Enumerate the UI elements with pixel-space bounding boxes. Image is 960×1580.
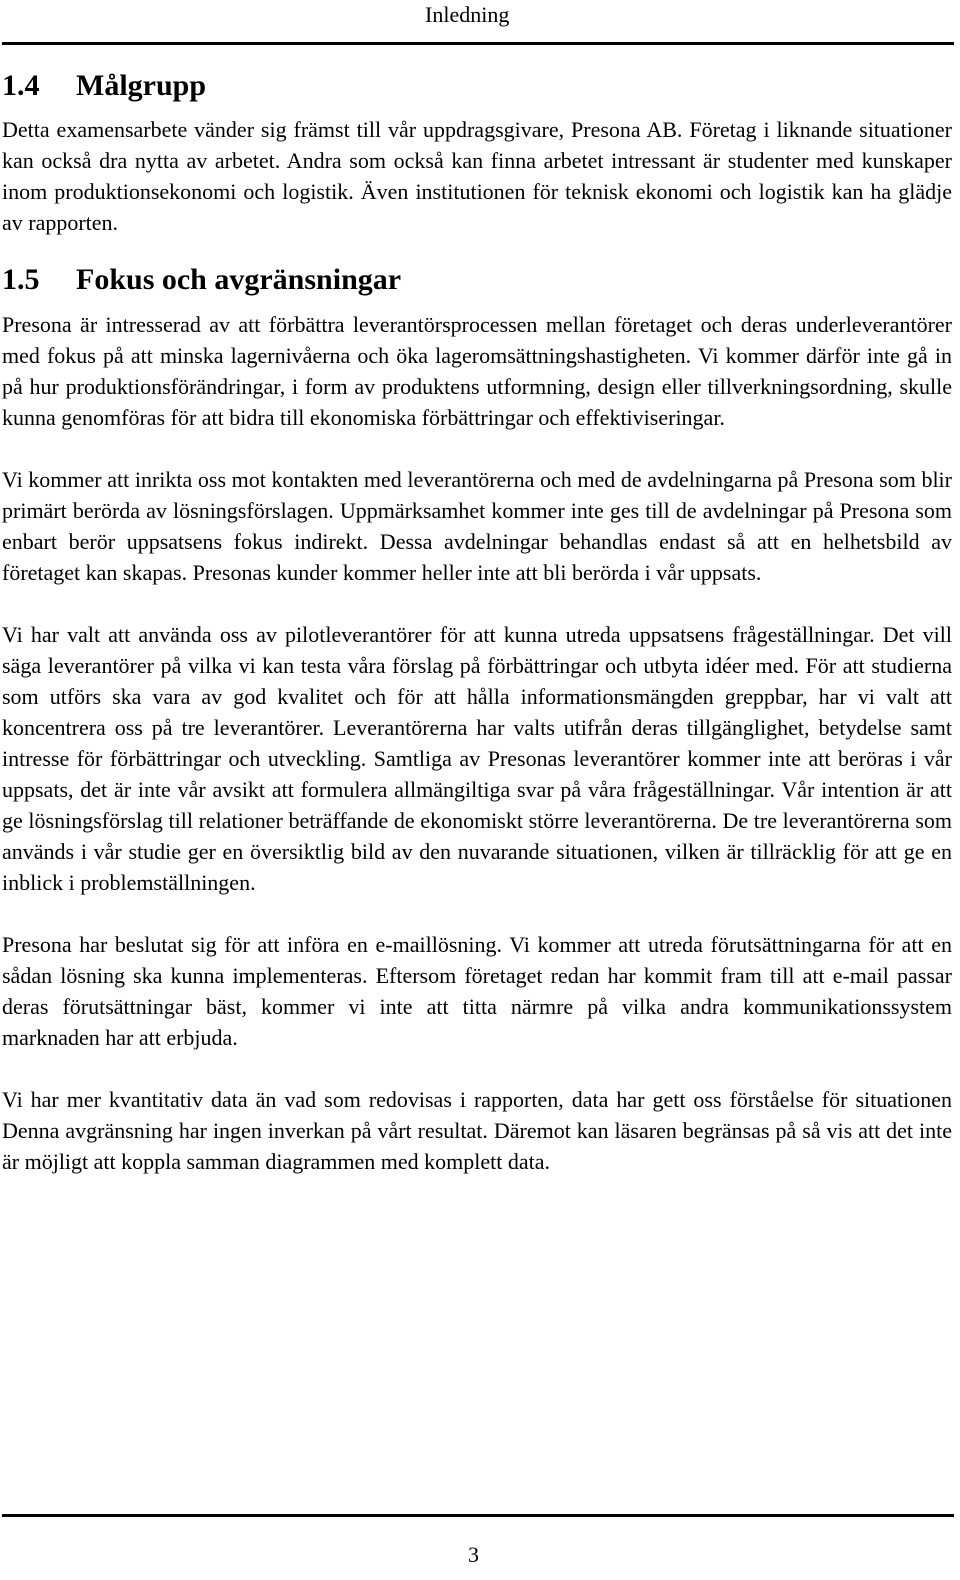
- running-header: Inledning: [425, 2, 510, 27]
- page-number: 3: [468, 1542, 479, 1567]
- page-body: [2, 64, 952, 1177]
- paragraph-focus: Presona är intresserad av att förbättra leverantörsprocessen mellan företaget och deras underleverantörer med fokus på att minska lagernivåerna och öka lageromsättningshastigheten. Vi kommer därför inte gå in på hur produktionsförändringar, i form av produktens utformning, design eller tillverkningsordning, skulle kunna genomföras för att bidra till ekonomiska förbättringar och effektiviseringar.: [2, 312, 952, 430]
- section-number: 1.5: [2, 263, 40, 296]
- footer-rule: [2, 1514, 954, 1517]
- section-number: 1.4: [2, 69, 40, 102]
- paragraph-suppliers-contact: Vi kommer att inrikta oss mot kontakten med leverantörerna och med de avdelningarna på Presona som blir primärt berörda av lösningsförslagen. Uppmärksamhet kommer inte ges till de avdelningar på Presona som enbart berör uppsatsens fokus indirekt. Dessa avdelningar behandlas endast så att en helhetsbild av företaget kan skapas. Presonas kunder kommer heller inte att bli berörda i vår uppsats.: [2, 467, 952, 585]
- paragraph-target-audience: Detta examensarbete vänder sig främst till vår uppdragsgivare, Presona AB. Företag i liknande situationer kan också dra nytta av arbetet. Andra som också kan finna arbetet intressant är studenter med kunskaper inom produktionsekonomi och logistik. Även institutionen för teknisk ekonomi och logistik kan ha glädje av rapporten.: [2, 117, 952, 235]
- section-title: Målgrupp: [76, 69, 207, 102]
- paragraph-quantitative-data: Vi har mer kvantitativ data än vad som redovisas i rapporten, data har gett oss förståelse för situationen Denna avgränsning har ingen inverkan på vårt resultat. Däremot kan läsaren begränsas på så vis att det inte är möjligt att koppla samman diagrammen med komplett data.: [2, 1087, 952, 1174]
- paragraph-pilot-suppliers: Vi har valt att använda oss av pilotleverantörer för att kunna utreda uppsatsens frågeställningar. Det vill säga leverantörer på vilka vi kan testa våra förslag på förbättringar och utbyta idéer med. För att studierna som utförs ska vara av god kvalitet och för att hålla informationsmängden greppbar, har vi valt att koncentrera oss på tre leverantörer. Leverantörerna har valts utifrån deras tillgänglighet, betydelse samt intresse för förbättringar och utveckling. Samtliga av Presonas leverantörer kommer inte att beröras i vår uppsats, det är inte vår avsikt att formulera allmängiltiga svar på våra frågeställningar. Vår intention är att ge lösningsförslag till relationer beträffande de ekonomiskt större leverantörerna. De tre leverantörerna som används i vår studie ger en översiktlig bild av den nuvarande situationen, vilken är tillräcklig för att ge en inblick i problemställningen.: [2, 622, 952, 895]
- paragraph-email-solution: Presona har beslutat sig för att införa en e-maillösning. Vi kommer att utreda förutsättningarna för att en sådan lösning ska kunna implementeras. Eftersom företaget redan har kommit fram till att e-mail passar deras förutsättningar bäst, kommer vi inte att titta närmre på vilka andra kommunikationssystem marknaden har att erbjuda.: [2, 932, 952, 1050]
- section-heading-1-5: [2, 258, 952, 302]
- section-heading-1-4: [2, 64, 952, 108]
- section-title: Fokus och avgränsningar: [76, 263, 402, 296]
- header-rule: [2, 42, 954, 45]
